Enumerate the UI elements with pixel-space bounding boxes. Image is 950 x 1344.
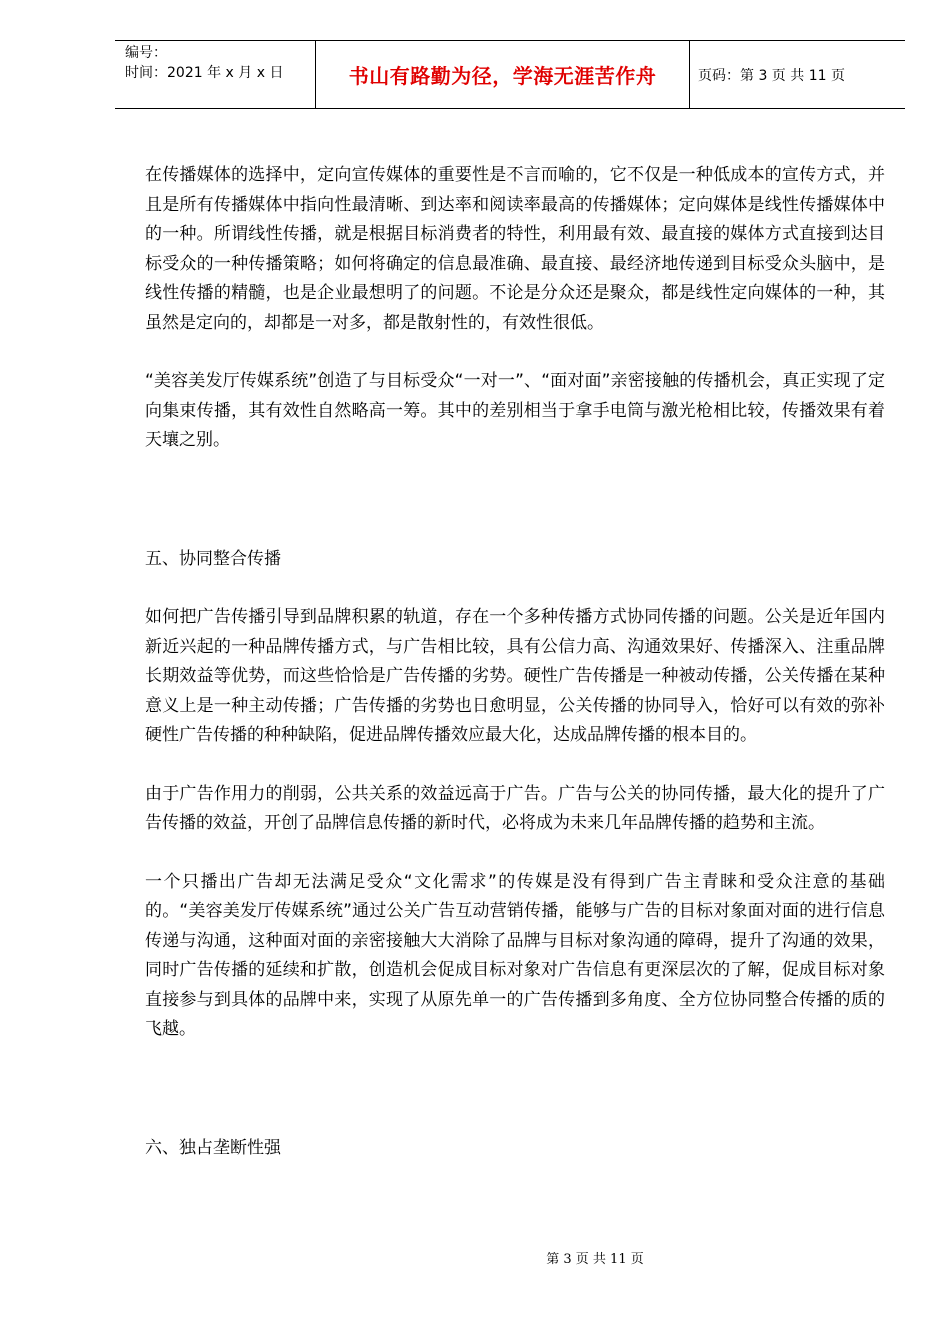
paragraph-spacer [145, 751, 885, 780]
section-heading-6: 六、独占垄断性强 [145, 1137, 281, 1158]
header-meta [115, 41, 315, 108]
document-body [145, 161, 885, 1163]
section-spacer [145, 456, 885, 516]
paragraph-pr-integration: 如何把广告传播引导到品牌积累的轨道，存在一个多种传播方式协同传播的问题。公关是近年国内新近兴起的一种品牌传播方式，与广告相比较，具有公信力高、沟通效果好、传播深入、注重品牌长期效益等优势，而这些恰恰是广告传播的劣势。硬性广告传播是一种被动传播，公关传播在某种意义上是一种主动传播；广告传播的劣势也日愈明显，公关传播的协同导入，恰好可以有效的弥补硬性广告传播的种种缺陷，促进品牌传播效应最大化，达成品牌传播的根本目的。 [145, 607, 885, 745]
header-page-label: 页码：第 3 页 共 11 页 [698, 67, 845, 84]
time-label: 时间：2021 年 x 月 x 日 [125, 65, 284, 81]
paragraph-pr-benefit: 由于广告作用力的削弱，公共关系的效益远高于广告。广告与公关的协同传播，最大化的提升了广告传播的效益，开创了品牌信息传播的新时代，必将成为未来几年品牌传播的趋势和主流。 [145, 783, 885, 833]
paragraph-salon-media-system: “美容美发厅传媒系统”创造了与目标受众“一对一”、“面对面”亲密接触的传播机会，真正实现了定向集束传播，其有效性自然略高一筹。其中的差别相当于拿手电筒与激光枪相比较，传播效果有着天壤之别。 [145, 371, 885, 450]
header-motto: 书山有路勤为径，学海无涯苦作舟 [315, 41, 690, 108]
paragraph-media-selection: 在传播媒体的选择中，定向宣传媒体的重要性是不言而喻的，它不仅是一种低成本的宣传方式，并且是所有传播媒体中指向性最清晰、到达率和阅读率最高的传播媒体；定向媒体是线性传播媒体中的一种。所谓线性传播，就是根据目标消费者的特性，利用最有效、最直接的媒体方式直接到达目标受众的一种传播策略；如何将确定的信息最准确、最直接、最经济地传递到目标受众头脑中，是线性传播的精髓，也是企业最想明了的问题。不论是分众还是聚众，都是线性定向媒体的一种，其虽然是定向的，却都是一对多，都是散射性的，有效性很低。 [145, 165, 885, 333]
page-footer: 第 3 页 共 11 页 [546, 1252, 644, 1267]
document-header [115, 40, 905, 109]
section-spacer [145, 1105, 885, 1134]
paragraph-cultural-demand: 一个只播出广告却无法满足受众“文化需求”的传媒是没有得到广告主青睐和受众注意的基础的。“美容美发厅传媒系统”通过公关广告互动营销传播，能够与广告的目标对象面对面的进行信息传递与沟通，这种面对面的亲密接触大大消除了品牌与目标对象沟通的障碍，提升了沟通的效果，同时广告传播的延续和扩散，创造机会促成目标对象对广告信息有更深层次的了解，促成目标对象直接参与到具体的品牌中来，实现了从原先单一的广告传播到多角度、全方位协同整合传播的质的飞越。 [145, 871, 885, 1039]
paragraph-spacer [145, 839, 885, 868]
number-label: 编号： [125, 45, 167, 61]
section-spacer [145, 1045, 885, 1105]
section-heading-5: 五、协同整合传播 [145, 548, 281, 569]
paragraph-spacer [145, 574, 885, 603]
section-spacer [145, 516, 885, 545]
paragraph-spacer [145, 338, 885, 367]
